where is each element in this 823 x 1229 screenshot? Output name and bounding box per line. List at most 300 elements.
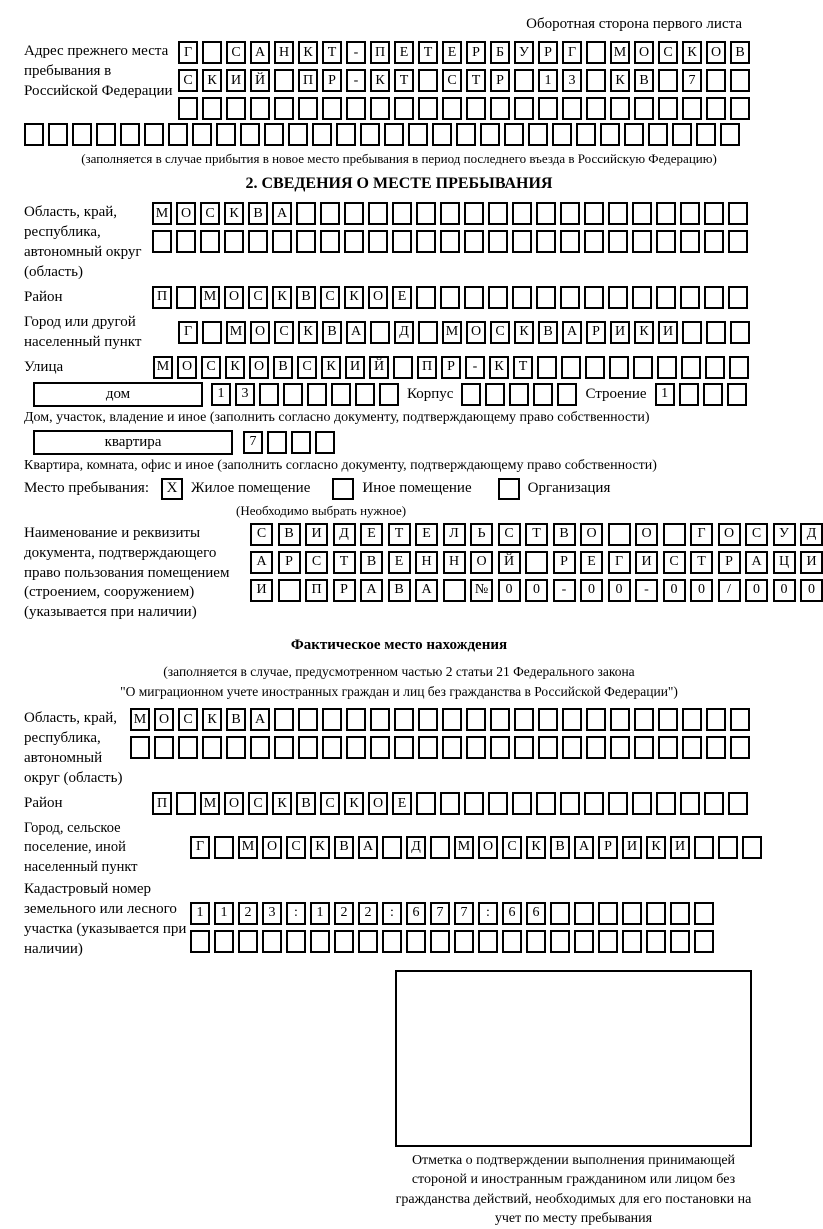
form-cell[interactable] bbox=[320, 230, 340, 253]
form-cell[interactable] bbox=[608, 792, 628, 815]
form-cell[interactable]: П bbox=[370, 41, 390, 64]
form-cell[interactable]: М bbox=[200, 792, 220, 815]
form-cell[interactable] bbox=[322, 708, 342, 731]
checkbox-other-premises[interactable] bbox=[332, 478, 354, 500]
form-cell[interactable] bbox=[250, 97, 270, 120]
form-cell[interactable] bbox=[456, 123, 476, 146]
form-cell[interactable]: 1 bbox=[310, 902, 330, 925]
form-cell[interactable] bbox=[536, 202, 556, 225]
form-cell[interactable] bbox=[202, 41, 222, 64]
form-cell[interactable]: А bbox=[360, 579, 383, 602]
form-cell[interactable]: А bbox=[250, 708, 270, 731]
form-cell[interactable]: Т bbox=[418, 41, 438, 64]
form-cell[interactable] bbox=[509, 383, 529, 406]
form-cell[interactable] bbox=[658, 69, 678, 92]
form-cell[interactable] bbox=[315, 431, 335, 454]
form-cell[interactable]: Р bbox=[322, 69, 342, 92]
form-cell[interactable] bbox=[680, 792, 700, 815]
form-cell[interactable]: К bbox=[344, 792, 364, 815]
form-cell[interactable]: А bbox=[358, 836, 378, 859]
form-cell[interactable]: К bbox=[202, 708, 222, 731]
form-cell[interactable] bbox=[307, 383, 327, 406]
form-cell[interactable]: В bbox=[360, 551, 383, 574]
form-cell[interactable]: А bbox=[250, 41, 270, 64]
form-cell[interactable]: Й bbox=[498, 551, 521, 574]
form-cell[interactable] bbox=[466, 736, 486, 759]
form-cell[interactable]: О bbox=[224, 792, 244, 815]
form-cell[interactable] bbox=[418, 736, 438, 759]
form-cell[interactable]: К bbox=[224, 202, 244, 225]
form-cell[interactable] bbox=[454, 930, 474, 953]
form-cell[interactable]: Т bbox=[322, 41, 342, 64]
form-cell[interactable]: 2 bbox=[334, 902, 354, 925]
form-cell[interactable] bbox=[704, 286, 724, 309]
form-cell[interactable]: Т bbox=[333, 551, 356, 574]
form-cell[interactable] bbox=[442, 736, 462, 759]
form-cell[interactable]: 7 bbox=[430, 902, 450, 925]
form-cell[interactable]: К bbox=[489, 356, 509, 379]
form-cell[interactable] bbox=[586, 736, 606, 759]
form-cell[interactable]: Р bbox=[586, 321, 606, 344]
form-cell[interactable]: Д bbox=[800, 523, 823, 546]
form-cell[interactable] bbox=[466, 97, 486, 120]
form-cell[interactable]: О bbox=[250, 321, 270, 344]
form-cell[interactable] bbox=[464, 792, 484, 815]
form-cell[interactable]: П bbox=[305, 579, 328, 602]
form-cell[interactable] bbox=[656, 202, 676, 225]
form-cell[interactable]: С bbox=[663, 551, 686, 574]
form-cell[interactable] bbox=[168, 123, 188, 146]
form-cell[interactable]: К bbox=[202, 69, 222, 92]
form-cell[interactable]: Г bbox=[690, 523, 713, 546]
form-cell[interactable] bbox=[706, 736, 726, 759]
form-cell[interactable]: 0 bbox=[498, 579, 521, 602]
form-cell[interactable] bbox=[670, 902, 690, 925]
form-cell[interactable] bbox=[584, 230, 604, 253]
form-cell[interactable] bbox=[562, 736, 582, 759]
form-cell[interactable] bbox=[370, 736, 390, 759]
form-cell[interactable] bbox=[586, 97, 606, 120]
form-cell[interactable] bbox=[224, 230, 244, 253]
form-cell[interactable] bbox=[298, 736, 318, 759]
form-cell[interactable]: С bbox=[226, 41, 246, 64]
form-cell[interactable] bbox=[728, 230, 748, 253]
form-cell[interactable]: К bbox=[298, 41, 318, 64]
form-cell[interactable]: С bbox=[502, 836, 522, 859]
form-cell[interactable] bbox=[562, 708, 582, 731]
form-cell[interactable]: С bbox=[250, 523, 273, 546]
form-cell[interactable] bbox=[298, 97, 318, 120]
form-cell[interactable] bbox=[274, 736, 294, 759]
form-cell[interactable] bbox=[537, 356, 557, 379]
form-cell[interactable] bbox=[682, 708, 702, 731]
form-cell[interactable] bbox=[310, 930, 330, 953]
form-cell[interactable] bbox=[586, 41, 606, 64]
form-cell[interactable]: 0 bbox=[773, 579, 796, 602]
form-cell[interactable] bbox=[514, 708, 534, 731]
checkbox-organization[interactable] bbox=[498, 478, 520, 500]
form-cell[interactable] bbox=[272, 230, 292, 253]
form-cell[interactable] bbox=[394, 708, 414, 731]
form-cell[interactable] bbox=[680, 286, 700, 309]
form-cell[interactable] bbox=[178, 736, 198, 759]
form-cell[interactable] bbox=[264, 123, 284, 146]
form-cell[interactable] bbox=[238, 930, 258, 953]
form-cell[interactable] bbox=[202, 97, 222, 120]
form-cell[interactable] bbox=[283, 383, 303, 406]
form-cell[interactable]: О bbox=[718, 523, 741, 546]
form-cell[interactable] bbox=[382, 836, 402, 859]
form-cell[interactable]: С bbox=[745, 523, 768, 546]
form-cell[interactable] bbox=[525, 551, 548, 574]
form-cell[interactable]: Г bbox=[608, 551, 631, 574]
form-cell[interactable] bbox=[358, 930, 378, 953]
form-cell[interactable]: О bbox=[634, 41, 654, 64]
form-cell[interactable] bbox=[490, 708, 510, 731]
form-cell[interactable] bbox=[681, 356, 701, 379]
form-cell[interactable] bbox=[418, 708, 438, 731]
form-cell[interactable] bbox=[130, 736, 150, 759]
form-cell[interactable] bbox=[488, 792, 508, 815]
form-cell[interactable] bbox=[368, 202, 388, 225]
form-cell[interactable] bbox=[646, 930, 666, 953]
form-cell[interactable] bbox=[394, 97, 414, 120]
form-cell[interactable] bbox=[202, 321, 222, 344]
form-cell[interactable]: Р bbox=[333, 579, 356, 602]
checkbox-residential[interactable]: X bbox=[161, 478, 183, 500]
form-cell[interactable]: Г bbox=[190, 836, 210, 859]
form-cell[interactable] bbox=[679, 383, 699, 406]
form-cell[interactable] bbox=[598, 902, 618, 925]
form-cell[interactable]: Й bbox=[250, 69, 270, 92]
form-cell[interactable] bbox=[585, 356, 605, 379]
form-cell[interactable]: Р bbox=[538, 41, 558, 64]
form-cell[interactable] bbox=[512, 230, 532, 253]
form-cell[interactable] bbox=[598, 930, 618, 953]
form-cell[interactable] bbox=[72, 123, 92, 146]
form-cell[interactable] bbox=[490, 97, 510, 120]
form-cell[interactable] bbox=[464, 286, 484, 309]
form-cell[interactable] bbox=[634, 736, 654, 759]
form-cell[interactable] bbox=[478, 930, 498, 953]
form-cell[interactable] bbox=[504, 123, 524, 146]
form-cell[interactable]: С bbox=[297, 356, 317, 379]
form-cell[interactable]: Г bbox=[178, 321, 198, 344]
form-cell[interactable]: К bbox=[272, 792, 292, 815]
form-cell[interactable] bbox=[720, 123, 740, 146]
form-cell[interactable]: О bbox=[176, 202, 196, 225]
form-cell[interactable]: К bbox=[321, 356, 341, 379]
form-cell[interactable] bbox=[336, 123, 356, 146]
form-cell[interactable] bbox=[440, 286, 460, 309]
form-cell[interactable]: К bbox=[514, 321, 534, 344]
form-cell[interactable]: Е bbox=[360, 523, 383, 546]
form-cell[interactable]: 2 bbox=[238, 902, 258, 925]
form-cell[interactable] bbox=[706, 708, 726, 731]
form-cell[interactable] bbox=[416, 230, 436, 253]
form-cell[interactable] bbox=[610, 708, 630, 731]
form-cell[interactable] bbox=[384, 123, 404, 146]
form-cell[interactable] bbox=[344, 202, 364, 225]
form-cell[interactable]: К bbox=[526, 836, 546, 859]
form-cell[interactable] bbox=[296, 202, 316, 225]
form-cell[interactable]: М bbox=[152, 202, 172, 225]
form-cell[interactable]: 0 bbox=[800, 579, 823, 602]
form-cell[interactable] bbox=[393, 356, 413, 379]
form-cell[interactable] bbox=[430, 836, 450, 859]
form-cell[interactable] bbox=[394, 736, 414, 759]
form-cell[interactable] bbox=[560, 230, 580, 253]
form-cell[interactable] bbox=[718, 836, 738, 859]
form-cell[interactable]: С bbox=[248, 792, 268, 815]
form-cell[interactable]: Е bbox=[392, 286, 412, 309]
form-cell[interactable]: 0 bbox=[745, 579, 768, 602]
form-cell[interactable] bbox=[379, 383, 399, 406]
form-cell[interactable]: Г bbox=[178, 41, 198, 64]
form-cell[interactable]: М bbox=[130, 708, 150, 731]
form-cell[interactable] bbox=[536, 286, 556, 309]
form-cell[interactable]: С bbox=[201, 356, 221, 379]
form-cell[interactable] bbox=[730, 321, 750, 344]
form-cell[interactable] bbox=[202, 736, 222, 759]
form-cell[interactable] bbox=[490, 736, 510, 759]
form-cell[interactable]: П bbox=[152, 792, 172, 815]
form-cell[interactable] bbox=[694, 836, 714, 859]
form-cell[interactable]: С bbox=[320, 792, 340, 815]
form-cell[interactable] bbox=[600, 123, 620, 146]
form-cell[interactable] bbox=[574, 902, 594, 925]
form-cell[interactable] bbox=[730, 69, 750, 92]
form-cell[interactable] bbox=[586, 69, 606, 92]
form-cell[interactable] bbox=[278, 579, 301, 602]
form-cell[interactable]: 3 bbox=[262, 902, 282, 925]
form-cell[interactable] bbox=[346, 708, 366, 731]
form-cell[interactable]: Т bbox=[388, 523, 411, 546]
form-cell[interactable] bbox=[727, 383, 747, 406]
form-cell[interactable] bbox=[584, 202, 604, 225]
form-cell[interactable] bbox=[680, 202, 700, 225]
form-cell[interactable]: П bbox=[417, 356, 437, 379]
form-cell[interactable]: И bbox=[658, 321, 678, 344]
form-cell[interactable] bbox=[694, 902, 714, 925]
form-cell[interactable]: Т bbox=[513, 356, 533, 379]
form-cell[interactable] bbox=[392, 202, 412, 225]
form-cell[interactable]: 6 bbox=[406, 902, 426, 925]
form-cell[interactable] bbox=[418, 69, 438, 92]
form-cell[interactable] bbox=[682, 97, 702, 120]
form-cell[interactable]: Р bbox=[466, 41, 486, 64]
form-cell[interactable]: С bbox=[178, 708, 198, 731]
form-cell[interactable]: С bbox=[305, 551, 328, 574]
form-cell[interactable]: Т bbox=[466, 69, 486, 92]
form-cell[interactable]: 7 bbox=[243, 431, 263, 454]
form-cell[interactable] bbox=[634, 708, 654, 731]
form-cell[interactable] bbox=[322, 97, 342, 120]
form-cell[interactable] bbox=[406, 930, 426, 953]
form-cell[interactable] bbox=[672, 123, 692, 146]
form-cell[interactable]: 7 bbox=[682, 69, 702, 92]
form-cell[interactable] bbox=[154, 736, 174, 759]
form-cell[interactable]: С bbox=[178, 69, 198, 92]
form-cell[interactable]: В bbox=[273, 356, 293, 379]
form-cell[interactable] bbox=[440, 202, 460, 225]
form-cell[interactable]: М bbox=[200, 286, 220, 309]
form-cell[interactable]: В bbox=[226, 708, 246, 731]
form-cell[interactable] bbox=[608, 230, 628, 253]
form-cell[interactable] bbox=[562, 97, 582, 120]
form-cell[interactable] bbox=[443, 579, 466, 602]
form-cell[interactable] bbox=[344, 230, 364, 253]
form-cell[interactable] bbox=[418, 97, 438, 120]
form-cell[interactable] bbox=[440, 792, 460, 815]
form-cell[interactable]: Р bbox=[553, 551, 576, 574]
form-cell[interactable]: 3 bbox=[235, 383, 255, 406]
form-cell[interactable]: С bbox=[274, 321, 294, 344]
form-cell[interactable]: В bbox=[550, 836, 570, 859]
form-cell[interactable] bbox=[176, 230, 196, 253]
form-cell[interactable]: С bbox=[286, 836, 306, 859]
form-cell[interactable] bbox=[432, 123, 452, 146]
form-cell[interactable] bbox=[216, 123, 236, 146]
form-cell[interactable]: В bbox=[730, 41, 750, 64]
form-cell[interactable] bbox=[634, 97, 654, 120]
form-cell[interactable]: П bbox=[152, 286, 172, 309]
form-cell[interactable] bbox=[704, 202, 724, 225]
form-cell[interactable]: И bbox=[345, 356, 365, 379]
form-cell[interactable]: М bbox=[226, 321, 246, 344]
form-cell[interactable] bbox=[584, 792, 604, 815]
form-cell[interactable]: С bbox=[442, 69, 462, 92]
form-cell[interactable]: Д bbox=[394, 321, 414, 344]
form-cell[interactable]: О bbox=[635, 523, 658, 546]
form-cell[interactable] bbox=[488, 202, 508, 225]
form-cell[interactable]: Т bbox=[525, 523, 548, 546]
form-cell[interactable]: И bbox=[635, 551, 658, 574]
form-cell[interactable] bbox=[608, 286, 628, 309]
form-cell[interactable] bbox=[560, 792, 580, 815]
form-cell[interactable]: С bbox=[498, 523, 521, 546]
form-cell[interactable] bbox=[48, 123, 68, 146]
form-cell[interactable] bbox=[514, 97, 534, 120]
form-cell[interactable] bbox=[382, 930, 402, 953]
form-cell[interactable] bbox=[728, 286, 748, 309]
form-cell[interactable]: К bbox=[682, 41, 702, 64]
form-cell[interactable] bbox=[259, 383, 279, 406]
form-cell[interactable]: М bbox=[610, 41, 630, 64]
form-cell[interactable] bbox=[488, 286, 508, 309]
form-cell[interactable] bbox=[528, 123, 548, 146]
form-cell[interactable]: О bbox=[470, 551, 493, 574]
form-cell[interactable]: П bbox=[298, 69, 318, 92]
form-cell[interactable] bbox=[552, 123, 572, 146]
form-cell[interactable] bbox=[730, 736, 750, 759]
form-cell[interactable] bbox=[586, 708, 606, 731]
form-cell[interactable]: : bbox=[286, 902, 306, 925]
form-cell[interactable] bbox=[502, 930, 522, 953]
form-cell[interactable]: Р bbox=[441, 356, 461, 379]
form-cell[interactable]: А bbox=[415, 579, 438, 602]
form-cell[interactable] bbox=[670, 930, 690, 953]
form-cell[interactable] bbox=[430, 930, 450, 953]
form-cell[interactable] bbox=[704, 230, 724, 253]
form-cell[interactable]: О bbox=[368, 792, 388, 815]
form-cell[interactable]: 1 bbox=[214, 902, 234, 925]
form-cell[interactable] bbox=[370, 321, 390, 344]
form-cell[interactable] bbox=[176, 792, 196, 815]
form-cell[interactable]: Н bbox=[274, 41, 294, 64]
form-cell[interactable]: В bbox=[278, 523, 301, 546]
form-cell[interactable]: М bbox=[238, 836, 258, 859]
form-cell[interactable]: Р bbox=[490, 69, 510, 92]
form-cell[interactable] bbox=[610, 97, 630, 120]
form-cell[interactable] bbox=[298, 708, 318, 731]
form-cell[interactable] bbox=[663, 523, 686, 546]
form-cell[interactable] bbox=[728, 202, 748, 225]
form-cell[interactable]: В bbox=[296, 286, 316, 309]
form-cell[interactable]: 0 bbox=[690, 579, 713, 602]
form-cell[interactable] bbox=[656, 792, 676, 815]
form-cell[interactable]: Б bbox=[490, 41, 510, 64]
form-cell[interactable] bbox=[560, 286, 580, 309]
form-cell[interactable] bbox=[648, 123, 668, 146]
form-cell[interactable]: В bbox=[322, 321, 342, 344]
form-cell[interactable]: Е bbox=[580, 551, 603, 574]
form-cell[interactable] bbox=[536, 792, 556, 815]
form-cell[interactable]: С bbox=[200, 202, 220, 225]
form-cell[interactable] bbox=[705, 356, 725, 379]
form-cell[interactable]: И bbox=[610, 321, 630, 344]
form-cell[interactable]: : bbox=[382, 902, 402, 925]
form-cell[interactable]: О bbox=[177, 356, 197, 379]
form-cell[interactable]: 6 bbox=[526, 902, 546, 925]
form-cell[interactable] bbox=[729, 356, 749, 379]
form-cell[interactable] bbox=[226, 736, 246, 759]
form-cell[interactable] bbox=[464, 230, 484, 253]
form-cell[interactable] bbox=[176, 286, 196, 309]
form-cell[interactable] bbox=[538, 97, 558, 120]
form-cell[interactable]: К bbox=[634, 321, 654, 344]
form-cell[interactable]: С bbox=[320, 286, 340, 309]
form-cell[interactable]: О bbox=[368, 286, 388, 309]
form-cell[interactable] bbox=[514, 69, 534, 92]
form-cell[interactable]: 6 bbox=[502, 902, 522, 925]
form-cell[interactable]: В bbox=[388, 579, 411, 602]
form-cell[interactable]: В bbox=[634, 69, 654, 92]
form-cell[interactable] bbox=[355, 383, 375, 406]
form-cell[interactable]: - bbox=[346, 69, 366, 92]
form-cell[interactable] bbox=[512, 202, 532, 225]
form-cell[interactable]: № bbox=[470, 579, 493, 602]
form-cell[interactable]: У bbox=[773, 523, 796, 546]
form-cell[interactable]: И bbox=[250, 579, 273, 602]
form-cell[interactable] bbox=[120, 123, 140, 146]
form-cell[interactable] bbox=[286, 930, 306, 953]
form-cell[interactable]: И bbox=[226, 69, 246, 92]
form-cell[interactable] bbox=[730, 708, 750, 731]
form-cell[interactable] bbox=[346, 736, 366, 759]
form-cell[interactable] bbox=[442, 708, 462, 731]
form-cell[interactable]: Е bbox=[415, 523, 438, 546]
form-cell[interactable] bbox=[488, 230, 508, 253]
form-cell[interactable]: К bbox=[225, 356, 245, 379]
form-cell[interactable] bbox=[461, 383, 481, 406]
form-cell[interactable]: А bbox=[272, 202, 292, 225]
form-cell[interactable]: И bbox=[800, 551, 823, 574]
form-cell[interactable]: Й bbox=[369, 356, 389, 379]
form-cell[interactable]: В bbox=[538, 321, 558, 344]
form-cell[interactable] bbox=[368, 230, 388, 253]
form-cell[interactable] bbox=[485, 383, 505, 406]
